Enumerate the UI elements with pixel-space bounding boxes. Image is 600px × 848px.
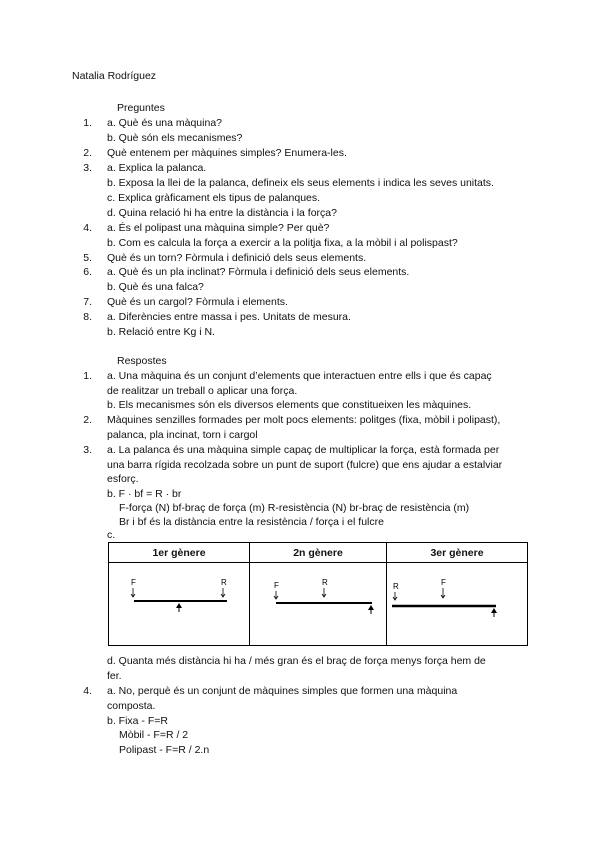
force-label: F: [274, 581, 279, 590]
first-class-lever-diagram: [109, 563, 249, 645]
answer-line: una barra rígida recolzada sobre un punt de suport (fulcre) que ens ajudar a estalviar: [107, 459, 503, 471]
third-class-lever-diagram: [387, 563, 527, 645]
question-line: Què és un cargol? Fòrmula i elements.: [107, 296, 288, 308]
answer-line: F-força (N) bf-braç de força (m) R-resistència (N) br-braç de resistència (m): [119, 502, 470, 514]
question-line: a. Què és un pla inclinat? Fòrmula i definició dels seus elements.: [107, 266, 410, 278]
resistance-label: R: [393, 582, 399, 591]
question-line: b. Com es calcula la força a exercir a la politja fixa, a la mòbil i al polispast?: [107, 237, 458, 249]
question-number: 4.: [83, 222, 92, 234]
question-line: a. És el polipast una màquina simple? Per què?: [107, 222, 330, 234]
answer-line: Polipast - F=R / 2.n: [119, 744, 210, 756]
lever-header-1: 1er gènere: [109, 543, 250, 563]
lever-types-table: [108, 542, 528, 646]
lever-diagram-2: [250, 563, 387, 646]
answer-line: a. No, perquè és un conjunt de màquines simples que formen una màquina: [107, 685, 458, 697]
question-line: d. Quina relació hi ha entre la distància i la força?: [107, 207, 337, 219]
question-line: b. Què són els mecanismes?: [107, 132, 243, 144]
questions-heading: Preguntes: [117, 102, 165, 114]
question-line: Què entenem per màquines simples? Enumera-les.: [107, 147, 347, 159]
question-number: 7.: [83, 296, 92, 308]
question-number: 8.: [83, 311, 92, 323]
lever-header-2: 2n gènere: [250, 543, 387, 563]
question-number: 5.: [83, 252, 92, 264]
answers-heading: Respostes: [117, 355, 167, 367]
answer-number: 2.: [83, 414, 92, 426]
answer-line: Mòbil - F=R / 2: [119, 729, 189, 741]
question-line: a. Diferències entre massa i pes. Unitats de mesura.: [107, 311, 351, 323]
question-line: a. Què és una màquina?: [107, 117, 222, 129]
resistance-label: R: [322, 578, 328, 587]
answer-line: Màquines senzilles formades per molt pocs elements: politges (fixa, mòbil i polipast),: [107, 414, 501, 426]
answer-line: palanca, pla incinat, torn i cargol: [107, 429, 258, 441]
fulcrum-head: [491, 608, 497, 613]
force-label: F: [131, 578, 136, 587]
question-line: c. Explica gràficament els tipus de palanques.: [107, 192, 321, 204]
answer-line: b. F · bf = R · br: [107, 488, 182, 500]
resistance-label: R: [221, 578, 227, 587]
lever-header-3: 3er gènere: [387, 543, 528, 563]
question-number: 1.: [83, 117, 92, 129]
question-line: a. Explica la palanca.: [107, 162, 207, 174]
answer-number: 3.: [83, 444, 92, 456]
answer-line: d. Quanta més distància hi ha / més gran és el braç de força menys força hem de: [107, 655, 486, 667]
answer-line: fer.: [107, 670, 122, 682]
force-label: F: [441, 578, 446, 587]
author-name: Natalia Rodríguez: [72, 70, 157, 82]
question-line: b. Què és una falca?: [107, 281, 204, 293]
question-number: 2.: [83, 147, 92, 159]
answer-line: b. Els mecanismes són els diversos elements que constitueixen les màquines.: [107, 399, 472, 411]
lever-diagram-3: [387, 563, 528, 646]
second-class-lever-diagram: [250, 563, 386, 645]
question-number: 6.: [83, 266, 92, 278]
answer-line: a. La palanca és una màquina simple capaç de multiplicar la força, està formada per: [107, 444, 500, 456]
question-number: 3.: [83, 162, 92, 174]
answer-line: de realitzar un treball o aplicar una força.: [107, 385, 298, 397]
fulcrum-head: [176, 603, 182, 608]
question-line: b. Exposa la llei de la palanca, defineix els seus elements i indica les seves unitats.: [107, 177, 494, 189]
question-line: Què és un torn? Fòrmula i definició dels seus elements.: [107, 252, 367, 264]
question-line: b. Relació entre Kg i N.: [107, 326, 215, 338]
answer-line: a. Una màquina és un conjunt d’elements que interactuen entre ells i que és capaç: [107, 370, 492, 382]
lever-diagram-1: [109, 563, 250, 646]
answer-number: 1.: [83, 370, 92, 382]
answer-line: composta.: [107, 700, 156, 712]
answer-line: esforç.: [107, 473, 139, 485]
answer-line: c.: [107, 529, 116, 541]
answer-line: b. Fixa - F=R: [107, 715, 168, 727]
answer-line: Br i bf és la distància entre la resistència / força i el fulcre: [119, 516, 384, 528]
answer-number: 4.: [83, 685, 92, 697]
fulcrum-head: [368, 605, 374, 610]
